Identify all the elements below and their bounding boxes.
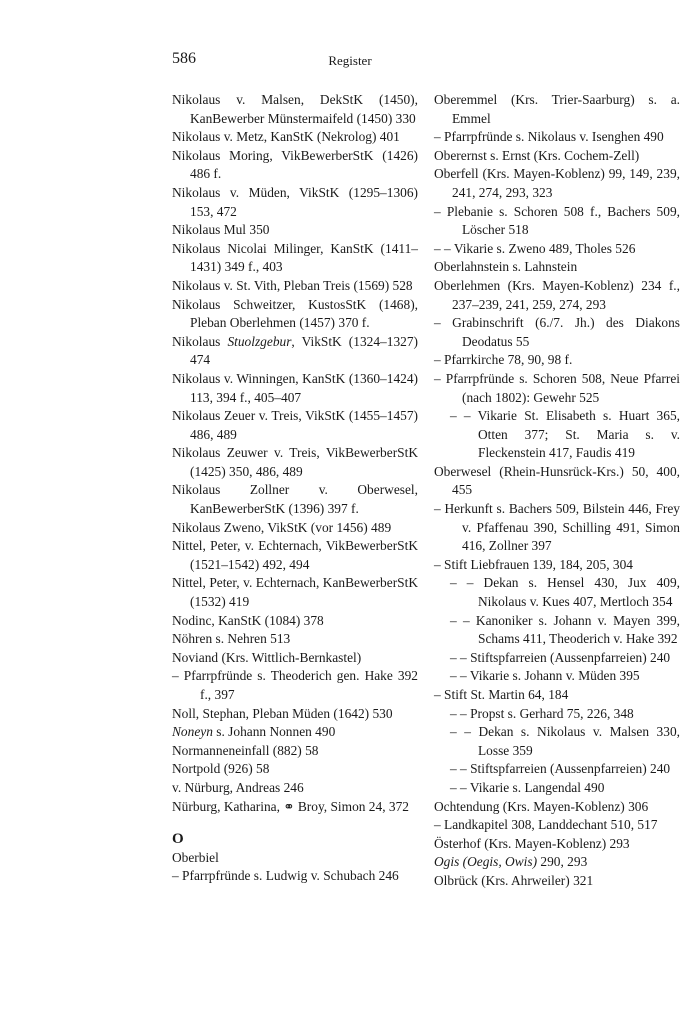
index-entry: Nittel, Peter, v. Echternach, VikBewerberStK (1521–1542) 492, 494 [172,538,418,572]
index-subentry: – Plebanie s. Schoren 508 f., Bachers 509, Löscher 518 [434,203,680,238]
index-entry [172,333,418,370]
index-entry: v. Nürburg, Andreas 246 [172,779,304,795]
index-entry: Ochtendung (Krs. Mayen-Koblenz) 306 [434,798,649,814]
entry-italic-term: Stuolzgebur [227,333,292,349]
page-number: 586 [172,50,196,67]
index-subentry: – – Vikarie s. Johann v. Müden 395 [450,668,640,684]
index-entry [172,723,418,742]
index-entry: Nikolaus Zeuer v. Treis, VikStK (1455–1457) 486, 489 [172,408,418,442]
index-subentry: – Pfarrpfründe s. Ludwig v. Schubach 246 [172,868,399,884]
index-subentry: – Pfarrpfründe s. Schoren 508, Neue Pfarrei (nach 1802): Gewehr 525 [434,370,680,405]
index-entry: Oberernst s. Ernst (Krs. Cochem-Zell) [434,147,640,163]
index-subentry: – – Dekan s. Hensel 430, Jux 409, Nikolaus v. Kues 407, Mertloch 354 [450,575,680,610]
entry-italic-term: Ogis (Oegis, Owis) [434,854,538,870]
index-entry: Oberwesel (Rhein-Hunsrück-Krs.) 50, 400, 455 [434,463,680,498]
index-entry: Nöhren s. Nehren 513 [172,631,291,647]
index-entry: Nikolaus Zeuwer v. Treis, VikBewerberStK (1425) 350, 486, 489 [172,445,418,479]
index-entry: Nikolaus v. Metz, KanStK (Nekrolog) 401 [172,129,400,145]
index-entry: Nittel, Peter, v. Echternach, KanBewerberStK (1532) 419 [172,575,418,610]
index-entry: Nikolaus Zweno, VikStK (vor 1456) 489 [172,519,392,535]
entry-italic-term: Noneyn [172,724,213,740]
index-entry: Nikolaus Zollner v. Oberwesel, KanBewerberStK (1396) 397 f. [172,482,418,517]
index-entry: Nürburg, Katharina, ⚭ Broy, Simon 24, 372 [172,798,409,814]
index-entry: Nikolaus Schweitzer, KustosStK (1468), Pleban Oberlehmen (1457) 370 f. [172,296,418,331]
index-entry: Oberlehmen (Krs. Mayen-Koblenz) 234 f., 237–239, 241, 259, 274, 293 [434,277,680,312]
index-entry: Nortpold (926) 58 [172,761,270,777]
index-subentry: – Landkapitel 308, Landdechant 510, 517 [434,817,658,833]
index-entry: Oberemmel (Krs. Trier-Saarburg) s. a. Emmel [434,92,680,126]
index-subentry: – – Kanoniker s. Johann v. Mayen 399, Schams 411, Theoderich v. Hake 392 [450,612,680,647]
index-entry: Noviand (Krs. Wittlich-Bernkastel) [172,649,362,665]
entry-text: 290, 293 [537,854,588,870]
index-entry: Oberbiel [172,849,219,865]
index-entry: Normanneneinfall (882) 58 [172,742,319,758]
index-entry: Noll, Stephan, Pleban Müden (1642) 530 [172,705,393,721]
index-column-left [172,91,418,886]
index-subentry: – – Stiftspfarreien (Aussenpfarreien) 240 [450,761,671,777]
index-entry: Nikolaus Moring, VikBewerberStK (1426) 486 f. [172,147,418,182]
index-entry: Nikolaus Nicolai Milinger, KanStK (1411–1431) 349 f., 403 [172,240,418,275]
index-entry: Nikolaus Mul 350 [172,222,270,238]
index-subentry: – – Propst s. Gerhard 75, 226, 348 [450,705,634,721]
index-subentry: – Herkunft s. Bachers 509, Bilstein 446, Frey v. Pfaffenau 390, Schilling 491, Simon 416, Zollner 397 [434,501,680,554]
section-letter: O [172,831,184,848]
running-head: Register [328,53,372,68]
index-subentry: – Stift Liebfrauen 139, 184, 205, 304 [434,556,633,572]
entry-text: , VikStK (1324–1327) 474 [190,333,418,368]
index-entry: Nikolaus v. St. Vith, Pleban Treis (1569) 528 [172,277,413,293]
index-column-right [434,91,680,891]
index-subentry: – – Vikarie St. Elisabeth s. Huart 365, Otten 377; St. Maria s. v. Fleckenstein 417, Faudis 419 [450,408,680,461]
index-subentry: – – Stiftspfarreien (Aussenpfarreien) 240 [450,649,671,665]
index-subentry: – Pfarrkirche 78, 90, 98 f. [434,352,573,368]
index-entry: Oberlahnstein s. Lahnstein [434,259,578,275]
index-entry: Olbrück (Krs. Ahrweiler) 321 [434,872,594,888]
index-entry: Nikolaus v. Winningen, KanStK (1360–1424) 113, 394 f., 405–407 [172,370,418,405]
index-entry: Nikolaus v. Müden, VikStK (1295–1306) 153, 472 [172,184,418,219]
index-entry [434,853,680,872]
index-subentry: – – Dekan s. Nikolaus v. Malsen 330, Losse 359 [450,724,680,758]
index-subentry: – Grabinschrift (6./7. Jh.) des Diakons Deodatus 55 [434,315,680,349]
page-header [0,50,700,74]
index-entry: Nikolaus v. Malsen, DekStK (1450), KanBewerber Münstermaifeld (1450) 330 [172,92,418,126]
index-entry: Oberfell (Krs. Mayen-Koblenz) 99, 149, 239, 241, 274, 293, 323 [434,166,680,200]
index-subentry: – – Vikarie s. Zweno 489, Tholes 526 [434,240,636,256]
index-entry: Österhof (Krs. Mayen-Koblenz) 293 [434,835,630,851]
index-subentry: – – Vikarie s. Langendal 490 [450,779,605,795]
index-subentry: – Pfarrpfründe s. Theoderich gen. Hake 392 f., 397 [172,668,418,702]
index-subentry: – Pfarrpfründe s. Nikolaus v. Isenghen 490 [434,129,664,145]
entry-text: Nikolaus [172,333,228,349]
entry-text: s. Johann Nonnen 490 [212,724,336,740]
index-subentry: – Stift St. Martin 64, 184 [434,687,569,702]
index-entry: Nodinc, KanStK (1084) 378 [172,612,324,628]
